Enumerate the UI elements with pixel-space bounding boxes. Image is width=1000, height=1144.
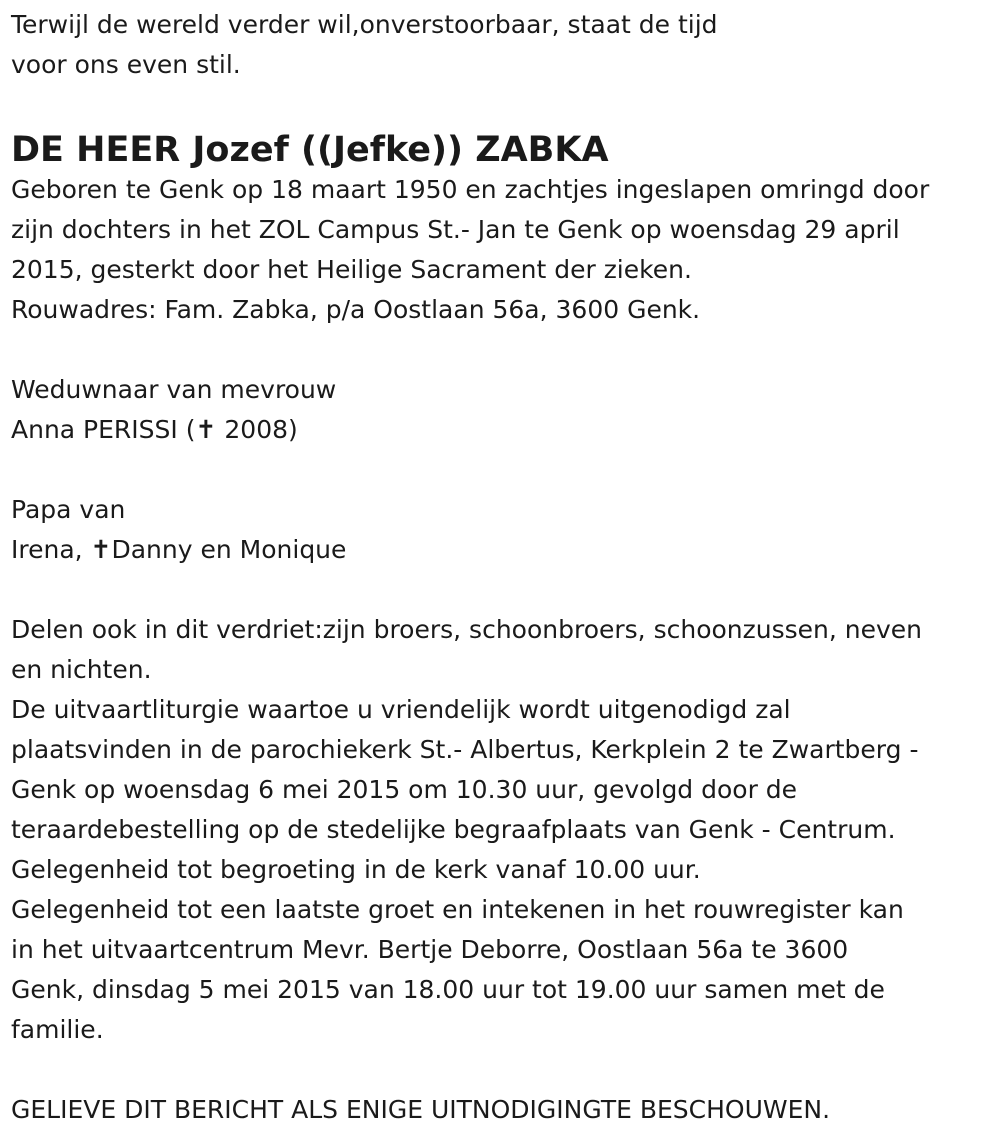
birth-death-line-1: Geboren te Genk op 18 maart 1950 en zachtjes ingeslapen omringd door	[11, 175, 930, 204]
details-line-1: Delen ook in dit verdriet:zijn broers, schoonbroers, schoonzussen, neven	[11, 615, 923, 644]
intro-line-2: voor ons even stil.	[11, 50, 241, 79]
intro-line-1: Terwijl de wereld verder wil,onverstoorbaar, staat de tijd	[11, 10, 718, 39]
details-line-7: Gelegenheid tot begroeting in de kerk vanaf 10.00 uur.	[11, 855, 701, 884]
details-line-2: en nichten.	[11, 655, 152, 684]
deceased-name-heading: DE HEER Jozef ((Jefke)) ZABKA	[11, 130, 609, 170]
details-line-6: teraardebestelling op de stedelijke begraafplaats van Genk - Centrum.	[11, 815, 896, 844]
details-line-5: Genk op woensdag 6 mei 2015 om 10.30 uur, gevolgd door de	[11, 775, 798, 804]
widower-line-2: Anna PERISSI (✝ 2008)	[11, 415, 298, 444]
obituary-notice	[11, 0, 991, 1130]
closing-statement: GELIEVE DIT BERICHT ALS ENIGE UITNODIGINGTE BESCHOUWEN.	[11, 1095, 831, 1124]
details-line-10: Genk, dinsdag 5 mei 2015 van 18.00 uur tot 19.00 uur samen met de	[11, 975, 885, 1004]
widower-line-1: Weduwnaar van mevrouw	[11, 375, 337, 404]
details-line-11: familie.	[11, 1015, 104, 1044]
details-line-9: in het uitvaartcentrum Mevr. Bertje Deborre, Oostlaan 56a te 3600	[11, 935, 849, 964]
birth-death-line-2: zijn dochters in het ZOL Campus St.- Jan te Genk op woensdag 29 april	[11, 215, 900, 244]
mourning-address: Rouwadres: Fam. Zabka, p/a Oostlaan 56a, 3600 Genk.	[11, 295, 701, 324]
details-line-4: plaatsvinden in de parochiekerk St.- Albertus, Kerkplein 2 te Zwartberg -	[11, 735, 919, 764]
birth-death-line-3: 2015, gesterkt door het Heilige Sacrament der zieken.	[11, 255, 692, 284]
details-line-3: De uitvaartliturgie waartoe u vriendelijk wordt uitgenodigd zal	[11, 695, 791, 724]
details-line-8: Gelegenheid tot een laatste groet en intekenen in het rouwregister kan	[11, 895, 904, 924]
father-line-1: Papa van	[11, 495, 126, 524]
father-line-2: Irena, ✝Danny en Monique	[11, 535, 347, 564]
